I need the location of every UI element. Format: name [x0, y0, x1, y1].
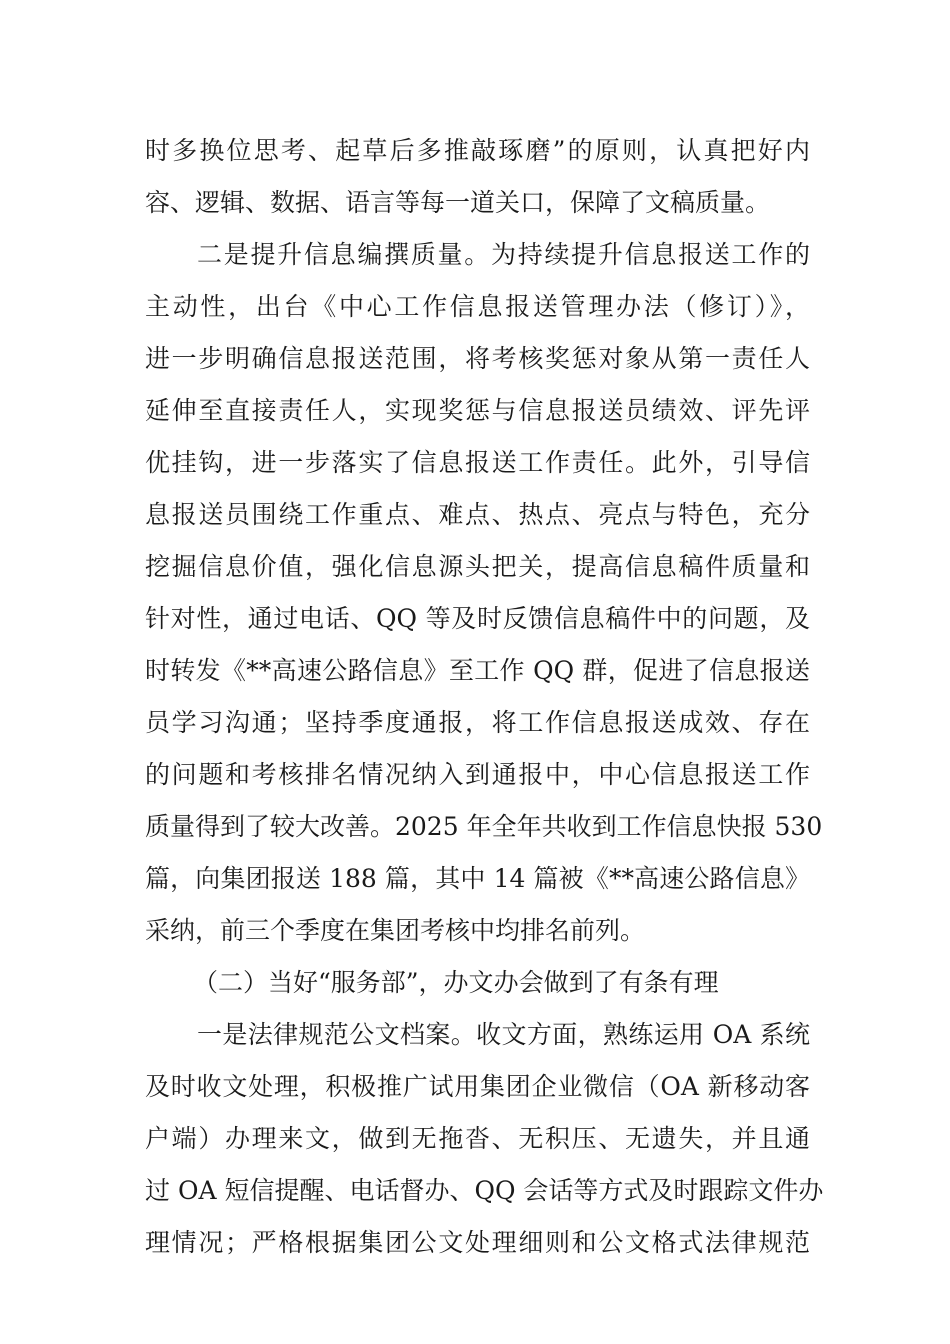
text-line-3: 二是提升信息编撰质量。为持续提升信息报送工作的: [197, 240, 810, 269]
text-line-15: 篇，向集团报送 188 篇，其中 14 篇被《**高速公路信息》: [145, 864, 810, 893]
text-line-2: 容、逻辑、数据、语言等每一道关口，保障了文稿质量。: [145, 188, 771, 217]
text-line-22: 理情况；严格根据集团公文处理细则和公文格式法律规范: [145, 1228, 810, 1257]
text-line-18: 一是法律规范公文档案。收文方面，熟练运用 OA 系统: [197, 1020, 810, 1049]
text-line-12: 员学习沟通；坚持季度通报，将工作信息报送成效、存在: [145, 708, 810, 737]
text-line-11: 时转发《**高速公路信息》至工作 QQ 群，促进了信息报送: [145, 656, 810, 685]
text-line-10: 针对性，通过电话、QQ 等及时反馈信息稿件中的问题，及: [145, 604, 810, 633]
text-line-6: 延伸至直接责任人，实现奖惩与信息报送员绩效、评先评: [145, 396, 810, 425]
text-line-5: 进一步明确信息报送范围，将考核奖惩对象从第一责任人: [145, 344, 810, 373]
text-line-1: 时多换位思考、起草后多推敲琢磨”的原则，认真把好内: [145, 136, 810, 165]
text-line-19: 及时收文处理，积极推广试用集团企业微信（OA 新移动客: [145, 1072, 810, 1101]
text-line-16: 采纳，前三个季度在集团考核中均排名前列。: [145, 916, 646, 945]
text-line-14: 质量得到了较大改善。2025 年全年共收到工作信息快报 530: [145, 812, 823, 841]
document-body: [145, 125, 824, 1269]
text-line-7: 优挂钩，进一步落实了信息报送工作责任。此外，引导信: [145, 448, 810, 477]
text-line-9: 挖掘信息价值，强化信息源头把关，提高信息稿件质量和: [145, 552, 810, 581]
text-line-20: 户端）办理来文，做到无拖沓、无积压、无遗失，并且通: [145, 1124, 810, 1153]
text-line-4: 主动性，出台《中心工作信息报送管理办法（修订）》，: [145, 292, 810, 321]
section-heading: （二）当好“服务部”，办文办会做到了有条有理: [193, 968, 719, 997]
text-line-13: 的问题和考核排名情况纳入到通报中，中心信息报送工作: [145, 760, 810, 789]
text-line-8: 息报送员围绕工作重点、难点、热点、亮点与特色，充分: [145, 500, 810, 529]
text-line-21: 过 OA 短信提醒、电话督办、QQ 会话等方式及时跟踪文件办: [145, 1176, 824, 1205]
